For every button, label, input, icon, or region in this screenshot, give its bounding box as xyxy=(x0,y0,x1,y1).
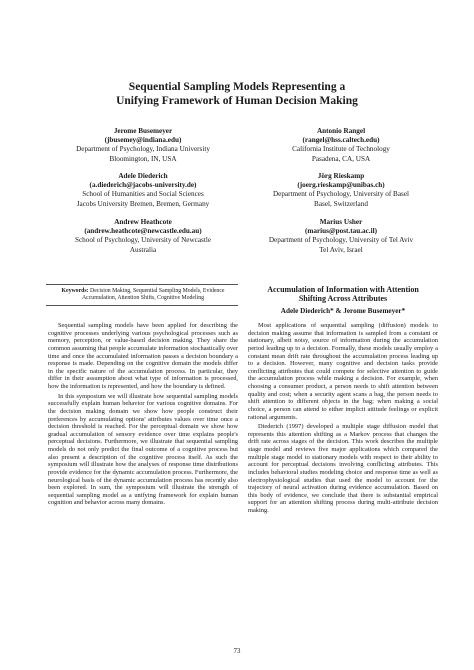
author-location: Basel, Switzerland xyxy=(314,199,368,208)
author-name: Jörg Rieskamp xyxy=(317,172,365,180)
page-number: 73 xyxy=(233,648,241,655)
section-title xyxy=(248,285,438,304)
author-email[interactable]: (joerg.rieskamp@unibas.ch) xyxy=(297,181,385,190)
author-name: Jerome Busemeyer xyxy=(113,127,173,135)
keywords-top-rule xyxy=(46,284,238,285)
author-name: Andrew Heathcote xyxy=(114,218,172,226)
left-column xyxy=(48,322,238,507)
author-block-heathcote xyxy=(48,218,238,255)
author-block-diederich xyxy=(48,172,238,209)
paper-title xyxy=(0,80,474,108)
author-email[interactable]: (marius@post.tau.ac.il) xyxy=(305,227,377,236)
author-name: Adele Diederich xyxy=(118,172,168,180)
body-paragraph: In this symposium we will illustrate how sequential sampling models successfully explain human behavior for various cognitive domains. For the decision making domain we show how people construct their preferences by accumulating options' attributes values over time once a decision threshold is reached. For the perceptual domain we show how gradual accumulation of sensory evidence over time explains people's perceptual decisions. Furthermore, we illustrate that sequential sampling models do not only predict the final outcome of a cognitive process but also present a description of the cognitive process itself. As such the symposium will illustrate how the analyses of response time distributions provide evidence for the dynamic accumulation process. Furthermore, the neurological basis of the dynamic accumulation process has recently also been explored. In sum, the symposium will illustrate the strength of sequential sampling model as a unifying framework for explain human cognition and behavior across many domains. xyxy=(48,392,238,507)
author-affiliation: California Institute of Technology xyxy=(292,145,390,154)
author-location: Pasadena, CA, USA xyxy=(311,154,371,163)
author-affiliation: Department of Psychology, University of Basel xyxy=(272,190,410,199)
body-paragraph: Diederich (1997) developed a multiple stage diffusion model that represents this attention shifting as a Markov process that changes the drift rate across stages of the decision. This work describes the multiple stage model and reviews five major applications which compared the multiple stage model to stationary models with respect to their ability to account for perceptual decisions involving conflicting attributes. This includes behavioral studies modeling choice and response time as well as electrophysiological studies that used the model to account for the trajectory of neural activation during evidence accumulation. Based on this body of evidence, we conclude that there is substantial empirical support for an attention shifting process during multi-attribute decision making. xyxy=(248,423,438,514)
author-name: Marius Usher xyxy=(319,218,363,226)
author-location: Bloomington, IN, USA xyxy=(109,154,177,163)
author-email[interactable]: (andrew.heathcote@newcastle.edu.au) xyxy=(84,227,202,236)
section-title-line-2: Shifting Across Attributes xyxy=(298,294,388,304)
title-line-2: Unifying Framework of Human Decision Making xyxy=(116,95,358,107)
section-authors: Adele Diederich* & Jerome Busemeyer* xyxy=(280,307,406,315)
section-title-line-1: Accumulation of Information with Attention xyxy=(267,285,419,294)
right-column xyxy=(248,322,438,515)
body-paragraph: Most applications of sequential sampling (diffusion) models to decision making assume that information is sampled from a constant or stationary, albeit noisy, source of information during the accumulation period leading up to a decision. Formally, these models usually employ a constant mean drift rate throughout the accumulation process leading up to a decision. However, many cognitive and decision tasks provide conflicting attributes that could compete for selective attention to guide the accumulation process while making a decision. For example, when choosing a consumer product, a person needs to shift attention between quality and cost; when a security agent scans a bag, the person needs to shift attention to different objects in the bag; when making a social choice, a person can attend to either implicit attitude feelings or explicit rational arguments. xyxy=(248,322,438,421)
author-email[interactable]: (jbusemey@indiana.edu) xyxy=(104,136,182,145)
author-affiliation: Department of Psychology, University of Tel Aviv xyxy=(268,236,414,245)
keywords-label: Keywords: xyxy=(61,288,89,294)
author-location: Tel Aviv, Israel xyxy=(319,245,363,254)
author-location: Australia xyxy=(129,245,157,254)
author-email[interactable]: (rangel@hss.caltech.edu) xyxy=(302,136,380,145)
author-name: Antonio Rangel xyxy=(316,127,366,135)
author-block-busemeyer xyxy=(48,127,238,164)
author-block-rieskamp xyxy=(246,172,436,209)
keywords-bottom-rule xyxy=(46,305,238,306)
author-affiliation: School of Psychology, University of Newcastle xyxy=(74,236,212,245)
author-email[interactable]: (a.diederich@jacobs-university.de) xyxy=(89,181,197,190)
author-affiliation: School of Humanities and Social Sciences xyxy=(82,190,204,199)
keywords xyxy=(48,288,238,302)
title-line-1: Sequential Sampling Models Representing a xyxy=(128,81,346,93)
author-affiliation: Department of Psychology, Indiana University xyxy=(76,145,210,154)
author-location: Jacobs University Bremen, Bremen, Germany xyxy=(76,199,210,208)
body-paragraph: Sequential sampling models have been applied for describing the cognitive processes underlying various psychological processes such as memory, perception, or value-based decision making. They share the common assuming that people accumulate information stochastically over time and once the accumulated information passes a decision boundary a response is made. Depending on the cognitive domain the models differ in the specific nature of the accumulation process. In particular, they differ in their assumption about what type of information is processed, how the information is represented, and how the boundary is defined. xyxy=(48,322,238,390)
keywords-text: Decision Making, Sequential Sampling Models, Evidence Accumulation, Attention Shifts, Cognitive Modeling xyxy=(81,288,225,301)
author-block-usher xyxy=(246,218,436,255)
author-block-rangel xyxy=(246,127,436,164)
